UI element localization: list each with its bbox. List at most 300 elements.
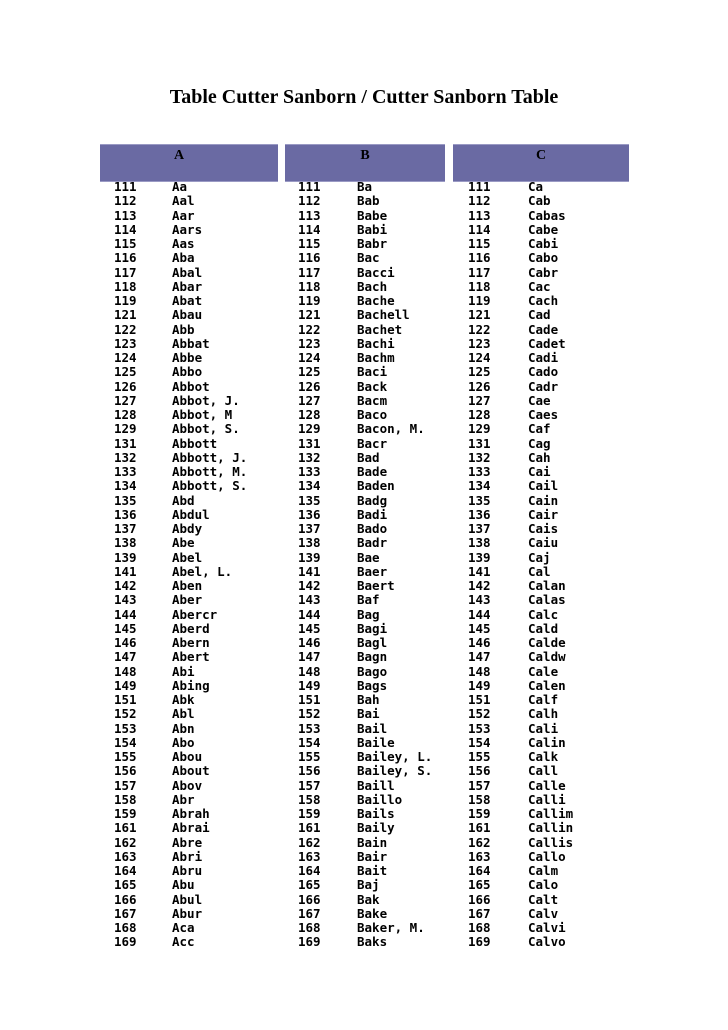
cell-name-a: Aben [172, 578, 203, 593]
cell-number-b: 144 [298, 606, 321, 622]
table-row [0, 693, 728, 707]
cell-number-b: 113 [298, 207, 321, 223]
column-header-a-label: A [173, 148, 185, 163]
cell-number-b: 142 [298, 578, 321, 593]
table-row [0, 494, 728, 508]
cell-number-b: 159 [298, 806, 321, 821]
cell-name-b: Baci [357, 364, 388, 380]
cell-number-a: 163 [114, 848, 137, 864]
cell-number-a: 169 [114, 934, 137, 950]
cell-number-b: 122 [298, 321, 321, 337]
cell-number-a: 139 [114, 549, 137, 565]
cell-number-a: 148 [114, 663, 137, 679]
cell-number-b: 158 [298, 791, 321, 807]
cell-name-a: Acc [172, 934, 195, 950]
table-row [0, 365, 728, 379]
cell-number-a: 121 [114, 307, 137, 323]
cell-number-b: 112 [298, 193, 321, 209]
cell-number-c: 135 [468, 492, 491, 508]
cell-number-b: 132 [298, 449, 321, 465]
cell-number-c: 149 [468, 677, 491, 693]
column-header-c [453, 144, 629, 182]
cell-name-b: Baj [357, 877, 380, 893]
cell-name-b: Baillo [357, 791, 403, 807]
cell-name-a: Abbat [172, 335, 210, 351]
cell-number-a: 116 [114, 250, 137, 266]
cell-number-b: 123 [298, 335, 321, 351]
cell-name-b: Bag [357, 606, 380, 622]
cell-number-a: 117 [114, 264, 137, 280]
table-row [0, 294, 728, 308]
cell-number-c: 136 [468, 506, 491, 522]
cell-name-a: Aars [172, 221, 203, 237]
cell-number-a: 147 [114, 649, 137, 665]
table-row [0, 679, 728, 693]
cell-name-b: Baer [357, 563, 388, 579]
table-row [0, 323, 728, 337]
cell-name-b: Bah [357, 692, 380, 707]
cell-name-a: Abbot, M [172, 407, 233, 422]
cell-name-b: Bach [357, 278, 388, 294]
table-row [0, 750, 728, 764]
cell-name-b: Baden [357, 478, 395, 494]
cell-name-b: Bacci [357, 264, 395, 280]
table-row [0, 622, 728, 636]
cell-name-b: Bado [357, 521, 388, 536]
cell-number-c: 148 [468, 663, 491, 679]
cell-name-c: Cadi [528, 350, 559, 365]
cell-number-a: 119 [114, 293, 137, 308]
cell-number-c: 153 [468, 720, 491, 736]
cell-name-a: Abl [172, 706, 195, 722]
cell-name-b: Badi [357, 506, 388, 522]
table-row [0, 223, 728, 237]
cell-name-a: Abr [172, 791, 195, 807]
cell-number-c: 112 [468, 193, 491, 209]
table-row [0, 522, 728, 536]
cell-name-b: Bachet [357, 321, 403, 337]
cell-name-c: Cain [528, 492, 559, 508]
cell-number-a: 159 [114, 806, 137, 821]
cell-number-a: 127 [114, 392, 137, 408]
cell-name-a: Abd [172, 492, 195, 508]
cell-number-a: 156 [114, 763, 137, 779]
cell-number-b: 166 [298, 891, 321, 907]
table-row [0, 209, 728, 223]
cell-name-c: Calde [528, 635, 566, 650]
cell-number-c: 162 [468, 834, 491, 850]
column-header-b [285, 144, 445, 182]
cell-number-c: 147 [468, 649, 491, 665]
cell-name-c: Calas [528, 592, 566, 608]
cell-number-a: 168 [114, 920, 137, 935]
cell-name-c: Cald [528, 620, 559, 636]
cell-name-b: Bacon, M. [357, 421, 425, 437]
cell-number-c: 167 [468, 905, 491, 921]
table-row [0, 907, 728, 921]
cell-name-b: Bachm [357, 350, 395, 365]
cell-number-c: 157 [468, 777, 491, 793]
cell-number-c: 143 [468, 592, 491, 608]
cell-name-b: Bachi [357, 335, 395, 351]
cell-number-c: 166 [468, 891, 491, 907]
cell-number-a: 115 [114, 236, 137, 251]
cell-number-a: 112 [114, 193, 137, 209]
cell-number-b: 133 [298, 464, 321, 479]
cell-number-c: 151 [468, 692, 491, 707]
table-row [0, 551, 728, 565]
cell-number-b: 134 [298, 478, 321, 494]
cell-name-b: Bab [357, 193, 380, 209]
table-row [0, 266, 728, 280]
cell-number-b: 115 [298, 236, 321, 251]
cell-name-c: Cabe [528, 221, 559, 237]
cell-name-b: Badr [357, 535, 388, 551]
cell-number-b: 116 [298, 250, 321, 266]
cell-number-b: 167 [298, 905, 321, 921]
cell-name-c: Cadr [528, 378, 559, 394]
cell-number-b: 154 [298, 734, 321, 750]
table-row [0, 736, 728, 750]
cell-number-b: 164 [298, 863, 321, 878]
cell-number-a: 126 [114, 378, 137, 394]
cell-number-b: 153 [298, 720, 321, 736]
table-row [0, 180, 728, 194]
cell-number-b: 137 [298, 521, 321, 536]
cell-name-c: Cae [528, 392, 551, 408]
cell-number-b: 151 [298, 692, 321, 707]
table-row [0, 536, 728, 550]
cell-name-a: Abru [172, 863, 203, 878]
table-row [0, 793, 728, 807]
table-row [0, 665, 728, 679]
cell-number-a: 137 [114, 521, 137, 536]
cell-name-c: Cac [528, 278, 551, 294]
cell-number-c: 169 [468, 934, 491, 950]
cell-number-c: 154 [468, 734, 491, 750]
cell-number-b: 131 [298, 435, 321, 451]
table-row [0, 779, 728, 793]
cell-name-a: Abov [172, 777, 203, 793]
cell-name-c: Cais [528, 521, 559, 536]
cell-name-b: Bak [357, 891, 380, 907]
cell-number-a: 134 [114, 478, 137, 494]
cell-number-b: 157 [298, 777, 321, 793]
cell-name-b: Bago [357, 663, 388, 679]
cell-number-a: 167 [114, 905, 137, 921]
cell-name-c: Cali [528, 720, 559, 736]
cell-name-b: Back [357, 378, 388, 394]
cell-name-a: Abre [172, 834, 203, 850]
cell-name-c: Cale [528, 663, 559, 679]
cell-number-a: 162 [114, 834, 137, 850]
cell-name-a: Aa [172, 179, 188, 194]
cell-name-c: Calo [528, 877, 559, 893]
cell-name-c: Cail [528, 478, 559, 494]
cell-name-a: Abrah [172, 806, 210, 821]
cell-name-b: Bags [357, 677, 388, 693]
cell-number-b: 124 [298, 350, 321, 365]
cell-name-a: Abur [172, 905, 203, 921]
cell-number-b: 111 [298, 179, 321, 194]
table-row [0, 565, 728, 579]
cell-number-c: 159 [468, 806, 491, 821]
cell-name-c: Caf [528, 421, 551, 437]
cell-name-c: Calv [528, 905, 559, 921]
table-row [0, 351, 728, 365]
cell-name-a: Abbot [172, 378, 210, 394]
cell-number-b: 152 [298, 706, 321, 722]
cell-number-c: 165 [468, 877, 491, 893]
cell-number-c: 145 [468, 620, 491, 636]
cell-number-c: 126 [468, 378, 491, 394]
cell-name-a: Abbott, J. [172, 449, 248, 465]
cell-name-b: Baf [357, 592, 380, 608]
cell-number-a: 149 [114, 677, 137, 693]
cell-name-a: Abercr [172, 606, 218, 622]
cell-number-c: 111 [468, 179, 491, 194]
cell-name-c: Cabas [528, 207, 566, 223]
cell-number-a: 166 [114, 891, 137, 907]
cell-number-b: 138 [298, 535, 321, 551]
table-row [0, 579, 728, 593]
cell-name-b: Bagi [357, 620, 388, 636]
cell-number-c: 156 [468, 763, 491, 779]
cell-name-c: Cach [528, 293, 559, 308]
cell-name-c: Calen [528, 677, 566, 693]
table-row [0, 935, 728, 949]
cell-number-b: 149 [298, 677, 321, 693]
cell-name-a: Abbott, S. [172, 478, 248, 494]
column-header-a [100, 144, 278, 182]
cell-name-a: Abbott, M. [172, 464, 248, 479]
cell-name-b: Badg [357, 492, 388, 508]
cell-number-c: 128 [468, 407, 491, 422]
cell-number-a: 151 [114, 692, 137, 707]
table-row [0, 465, 728, 479]
cell-number-c: 113 [468, 207, 491, 223]
cell-number-c: 168 [468, 920, 491, 935]
cell-number-b: 119 [298, 293, 321, 308]
cell-number-a: 146 [114, 635, 137, 650]
cell-name-a: About [172, 763, 210, 779]
cell-number-a: 111 [114, 179, 137, 194]
cell-name-c: Calli [528, 791, 566, 807]
cell-number-b: 156 [298, 763, 321, 779]
cell-number-c: 114 [468, 221, 491, 237]
cell-name-a: Abou [172, 749, 203, 764]
table-row [0, 836, 728, 850]
cell-name-a: Aberd [172, 620, 210, 636]
cell-name-c: Ca [528, 179, 544, 194]
cell-number-b: 128 [298, 407, 321, 422]
cell-number-b: 117 [298, 264, 321, 280]
table-row [0, 593, 728, 607]
cell-name-a: Aca [172, 920, 195, 935]
table-row [0, 308, 728, 322]
cell-number-b: 129 [298, 421, 321, 437]
cell-name-c: Cal [528, 563, 551, 579]
cell-name-b: Bailey, S. [357, 763, 433, 779]
column-header-c-label: C [535, 148, 547, 163]
cell-name-c: Cad [528, 307, 551, 323]
cell-name-b: Bad [357, 449, 380, 465]
cell-number-b: 135 [298, 492, 321, 508]
cell-name-c: Calm [528, 863, 559, 878]
cell-name-b: Bain [357, 834, 388, 850]
cell-name-c: Cabr [528, 264, 559, 280]
cell-name-a: Abri [172, 848, 203, 864]
cell-number-a: 141 [114, 563, 137, 579]
cell-number-a: 131 [114, 435, 137, 451]
cell-number-a: 153 [114, 720, 137, 736]
cell-name-b: Bachell [357, 307, 410, 323]
cell-number-b: 168 [298, 920, 321, 935]
cell-name-a: Abert [172, 649, 210, 665]
table-row [0, 878, 728, 892]
cell-number-c: 161 [468, 820, 491, 836]
cell-name-b: Bail [357, 720, 388, 736]
cell-name-a: Abdul [172, 506, 210, 522]
cell-name-c: Cag [528, 435, 551, 451]
cell-name-c: Caldw [528, 649, 566, 665]
cell-number-c: 144 [468, 606, 491, 622]
cell-number-a: 124 [114, 350, 137, 365]
cell-name-c: Callim [528, 806, 574, 821]
cell-name-b: Bagl [357, 635, 388, 650]
cell-number-c: 137 [468, 521, 491, 536]
cell-name-c: Calf [528, 692, 559, 707]
table-row [0, 508, 728, 522]
cell-name-c: Calvi [528, 920, 566, 935]
cell-name-a: Abel [172, 549, 203, 565]
table-row [0, 807, 728, 821]
cell-number-c: 116 [468, 250, 491, 266]
cell-number-a: 135 [114, 492, 137, 508]
cell-number-b: 155 [298, 749, 321, 764]
cell-number-a: 152 [114, 706, 137, 722]
cell-number-a: 122 [114, 321, 137, 337]
cell-number-c: 122 [468, 321, 491, 337]
table-row [0, 650, 728, 664]
cell-name-a: Aber [172, 592, 203, 608]
cell-name-c: Calc [528, 606, 559, 622]
cell-name-a: Abau [172, 307, 203, 323]
cell-number-b: 127 [298, 392, 321, 408]
table-row [0, 821, 728, 835]
cell-name-a: Abrai [172, 820, 210, 836]
cell-number-a: 154 [114, 734, 137, 750]
cell-name-b: Bac [357, 250, 380, 266]
cell-name-c: Calh [528, 706, 559, 722]
cell-number-b: 162 [298, 834, 321, 850]
cell-number-c: 121 [468, 307, 491, 323]
cell-name-a: Abbot, S. [172, 421, 240, 437]
cell-name-c: Calk [528, 749, 559, 764]
cell-number-b: 136 [298, 506, 321, 522]
cell-number-a: 165 [114, 877, 137, 893]
table-row [0, 451, 728, 465]
cell-name-c: Cado [528, 364, 559, 380]
cell-name-c: Calt [528, 891, 559, 907]
cell-name-a: Abing [172, 677, 210, 693]
cell-number-c: 155 [468, 749, 491, 764]
cell-name-a: Abel, L. [172, 563, 233, 579]
table-row [0, 608, 728, 622]
cell-number-b: 169 [298, 934, 321, 950]
cell-number-a: 125 [114, 364, 137, 380]
table-row [0, 380, 728, 394]
cell-name-c: Cab [528, 193, 551, 209]
cell-name-a: Abdy [172, 521, 203, 536]
cell-name-b: Bails [357, 806, 395, 821]
cell-name-b: Bache [357, 293, 395, 308]
cell-name-a: Aal [172, 193, 195, 209]
cell-number-a: 157 [114, 777, 137, 793]
cutter-table [0, 180, 728, 950]
cell-number-b: 145 [298, 620, 321, 636]
cell-name-b: Bae [357, 549, 380, 565]
cell-name-a: Abbott [172, 435, 218, 451]
table-row [0, 921, 728, 935]
cell-number-b: 161 [298, 820, 321, 836]
cell-name-c: Cadet [528, 335, 566, 351]
cell-number-c: 131 [468, 435, 491, 451]
cell-name-b: Bacm [357, 392, 388, 408]
cell-name-a: Abb [172, 321, 195, 337]
cell-name-c: Caiu [528, 535, 559, 551]
cell-number-a: 114 [114, 221, 137, 237]
cell-name-b: Bait [357, 863, 388, 878]
cell-number-c: 146 [468, 635, 491, 650]
cell-name-c: Callo [528, 848, 566, 864]
cell-name-a: Abbot, J. [172, 392, 240, 408]
cell-name-a: Abar [172, 278, 203, 294]
cell-name-a: Abu [172, 877, 195, 893]
cell-name-c: Cade [528, 321, 559, 337]
cell-number-b: 163 [298, 848, 321, 864]
table-row [0, 422, 728, 436]
cell-name-a: Aar [172, 207, 195, 223]
cell-name-b: Baker, M. [357, 920, 425, 935]
cell-number-b: 118 [298, 278, 321, 294]
cell-name-b: Baily [357, 820, 395, 836]
cell-number-c: 164 [468, 863, 491, 878]
table-row [0, 237, 728, 251]
cell-name-c: Caj [528, 549, 551, 565]
table-row [0, 280, 728, 294]
cell-number-a: 113 [114, 207, 137, 223]
cell-name-c: Cai [528, 464, 551, 479]
cell-name-a: Abn [172, 720, 195, 736]
cell-name-a: Abo [172, 734, 195, 750]
cell-number-a: 133 [114, 464, 137, 479]
cell-name-a: Abat [172, 293, 203, 308]
cell-number-b: 148 [298, 663, 321, 679]
cell-name-b: Babe [357, 207, 388, 223]
table-row [0, 394, 728, 408]
cell-number-b: 146 [298, 635, 321, 650]
cell-name-a: Abbe [172, 350, 203, 365]
cell-number-c: 133 [468, 464, 491, 479]
cell-number-a: 128 [114, 407, 137, 422]
cell-name-c: Calin [528, 734, 566, 750]
cell-number-a: 155 [114, 749, 137, 764]
cell-name-b: Bade [357, 464, 388, 479]
table-row [0, 636, 728, 650]
cell-number-a: 161 [114, 820, 137, 836]
column-header-b-label: B [360, 148, 370, 163]
